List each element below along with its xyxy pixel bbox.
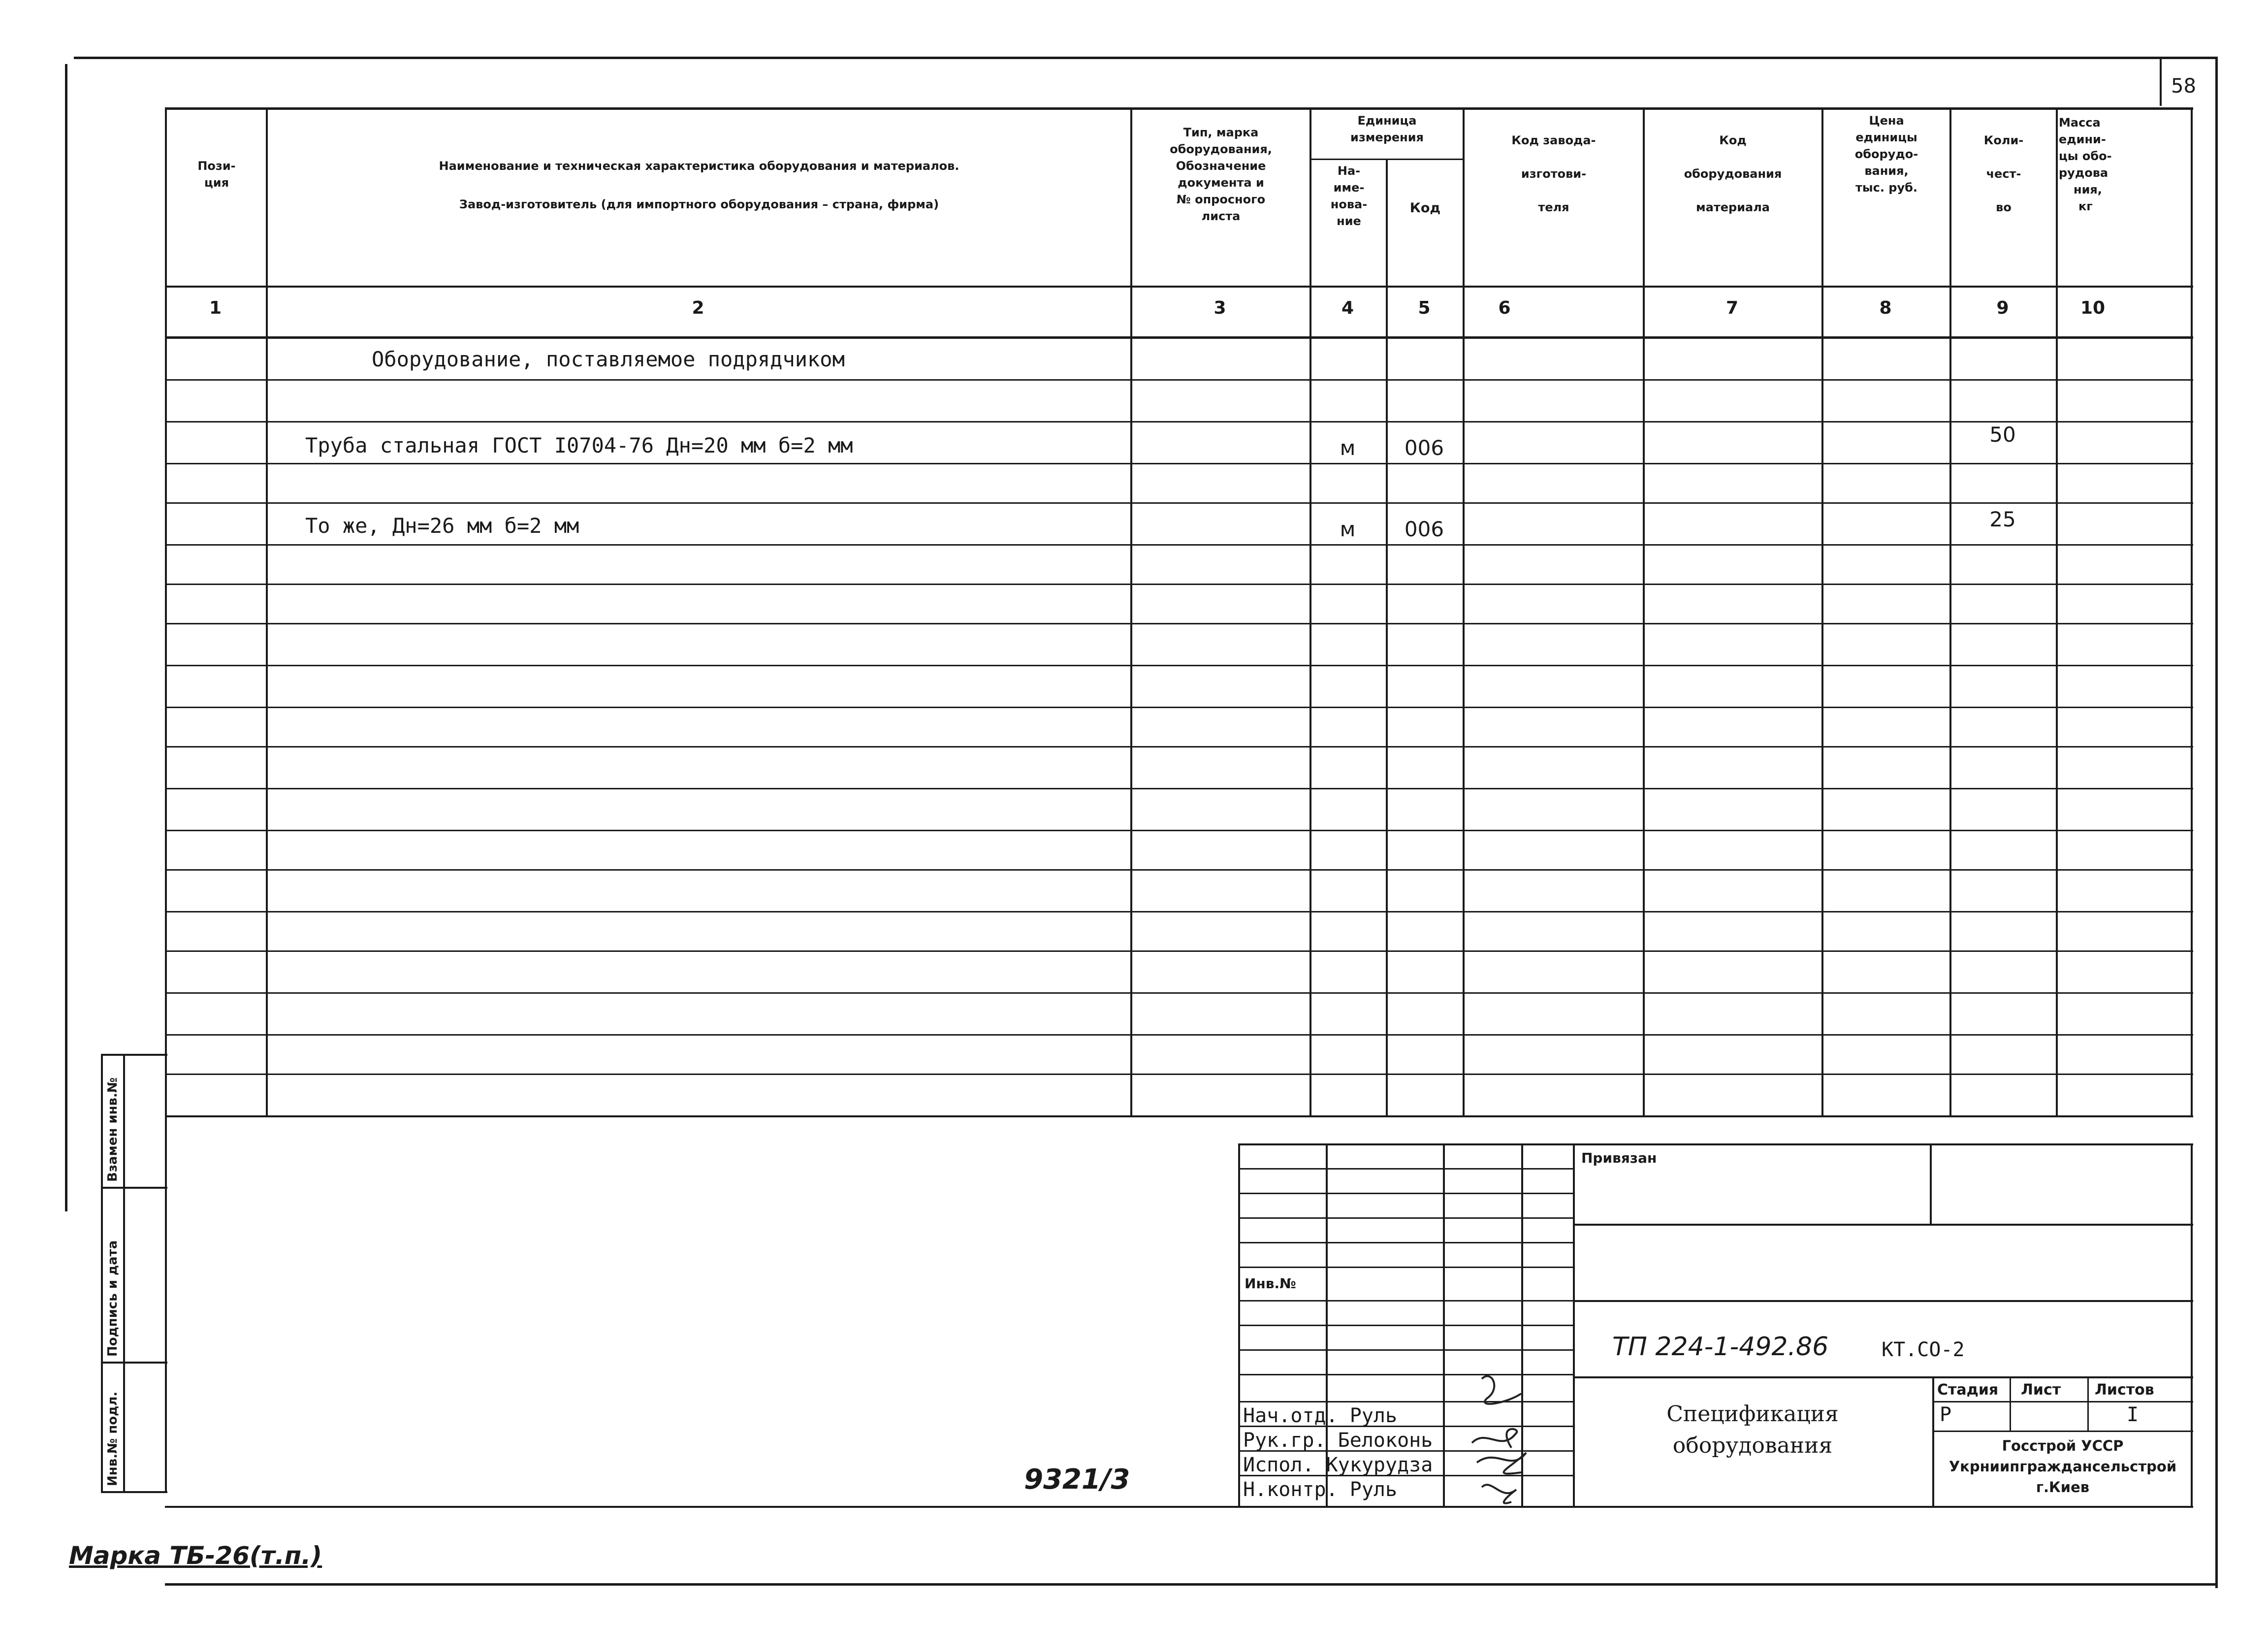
- title-block-line: [1238, 1193, 1575, 1194]
- person-group-lead: Рук.гр. Белоконь: [1243, 1429, 1433, 1452]
- hdr-unit: Единица измерения: [1350, 114, 1424, 144]
- colnum-3: 3: [1214, 298, 1226, 318]
- stage-label: Стадия: [1937, 1381, 1999, 1399]
- row-item-code: 006: [1404, 436, 1444, 460]
- table-row-line: [165, 707, 2193, 708]
- hdr-type: Тип, марка оборудования, Обозначение документа и № опросного листа: [1170, 126, 1272, 223]
- table-row-line: [165, 544, 2193, 546]
- title-block-line: [1238, 1325, 1575, 1326]
- row-section-title: Оборудование, поставляемое подрядчиком: [372, 347, 845, 371]
- side-stamp-replace: Взамен инв.№: [105, 1077, 120, 1182]
- sheet-label: Лист: [2021, 1381, 2061, 1399]
- hdr-position: Пози- ция: [197, 159, 236, 190]
- hdr-mass: Масса едини- цы обо- рудова ния, кг: [2059, 116, 2112, 213]
- title-block-line: [1238, 1267, 1575, 1268]
- colnum-6: 6: [1498, 298, 1511, 318]
- frame-left: [65, 64, 67, 1211]
- row-item-qty: 25: [1989, 507, 2016, 531]
- page-number: 58: [2171, 75, 2196, 98]
- table-row-line: [165, 746, 2193, 748]
- person-norm-control: Н.контр. Руль: [1243, 1478, 1398, 1501]
- doc-suffix: КТ.СО-2: [1882, 1338, 1965, 1361]
- colnum-7: 7: [1725, 298, 1739, 318]
- row-item-code: 006: [1404, 517, 1444, 541]
- frame-top: [74, 57, 2218, 59]
- row-item-name: Труба стальная ГОСТ I0704-76 Дн=20 мм б=2 мм: [305, 433, 853, 457]
- bound-label: Привязан: [1581, 1150, 1657, 1166]
- person-head-dept: Нач.отд. Руль: [1243, 1404, 1398, 1427]
- inv-label: Инв.№: [1245, 1275, 1296, 1292]
- title-block-line: [1238, 1242, 1575, 1243]
- table-row-line: [165, 502, 2193, 504]
- page-box-left: [2160, 57, 2162, 106]
- org-info: Госстрой УССР Укрниипграждансельстрой г.Киев: [1949, 1437, 2177, 1496]
- table-row-line: [165, 463, 2193, 464]
- table-row-line: [165, 665, 2193, 666]
- side-stamp-inv: Инв.№ подл.: [105, 1391, 120, 1486]
- table-row-line: [165, 788, 2193, 789]
- frame-bottom: [165, 1583, 2218, 1586]
- colnum-8: 8: [1879, 298, 1892, 318]
- hdr-unit-name: На- име- нова- ние: [1330, 164, 1368, 228]
- sheets-label: Листов: [2095, 1381, 2154, 1399]
- colnum-2: 2: [692, 298, 704, 318]
- table-row-line: [165, 623, 2193, 624]
- hdr-price: Цена единицы оборудо- вания, тыс. руб.: [1854, 114, 1918, 195]
- table-row-line: [165, 584, 2193, 585]
- hdr-quantity: Коли- чест- во: [1983, 133, 2024, 214]
- frame-right: [2215, 57, 2218, 1588]
- table-row-line: [165, 830, 2193, 831]
- table-row-line: [165, 911, 2193, 912]
- signature-strokes: [1467, 1369, 1531, 1507]
- table-row-line: [165, 1074, 2193, 1075]
- doc-title: Спецификация оборудования: [1666, 1401, 1839, 1458]
- row-item-qty: 50: [1989, 423, 2016, 447]
- hdr-equipment-code: Код оборудования материала: [1684, 133, 1782, 214]
- row-item-unit: м: [1340, 436, 1356, 460]
- hdr-unit-code: Код: [1409, 200, 1441, 216]
- table-row-line: [165, 992, 2193, 994]
- colnum-10: 10: [2080, 298, 2106, 318]
- hdr-name: Наименование и техническая характеристика оборудования и материалов. Завод-изготовитель (для импортного оборудования – страна, фирма): [439, 159, 959, 211]
- table-row-line: [165, 950, 2193, 952]
- table-row-line: [165, 1034, 2193, 1036]
- title-block-line: [1238, 1300, 1575, 1302]
- doc-code: ТП 224-1-492.86: [1612, 1332, 1829, 1362]
- colnum-4: 4: [1341, 298, 1354, 318]
- title-block-line: [1238, 1349, 1575, 1351]
- table-row-line: [165, 869, 2193, 871]
- sheets-value: I: [2127, 1403, 2139, 1426]
- handwritten-number: 9321/3: [1024, 1464, 1130, 1496]
- title-block-line: [1238, 1168, 1575, 1170]
- hdr-plant-code: Код завода- изготови- теля: [1511, 133, 1596, 214]
- row-item-name: То же, Дн=26 мм б=2 мм: [305, 514, 579, 538]
- stage-value: Р: [1940, 1403, 1952, 1426]
- person-executor: Испол. Кукурудза: [1243, 1454, 1433, 1476]
- side-stamp-sign: Подпись и дата: [105, 1240, 120, 1357]
- colnum-1: 1: [209, 298, 222, 318]
- table-row-line: [165, 379, 2193, 381]
- title-block-line: [1238, 1217, 1575, 1219]
- colnum-5: 5: [1418, 298, 1431, 318]
- table-row-line: [165, 421, 2193, 423]
- footer-mark: Марка ТБ-26(т.п.): [69, 1541, 322, 1570]
- row-item-unit: м: [1340, 517, 1356, 541]
- colnum-9: 9: [1996, 298, 2009, 318]
